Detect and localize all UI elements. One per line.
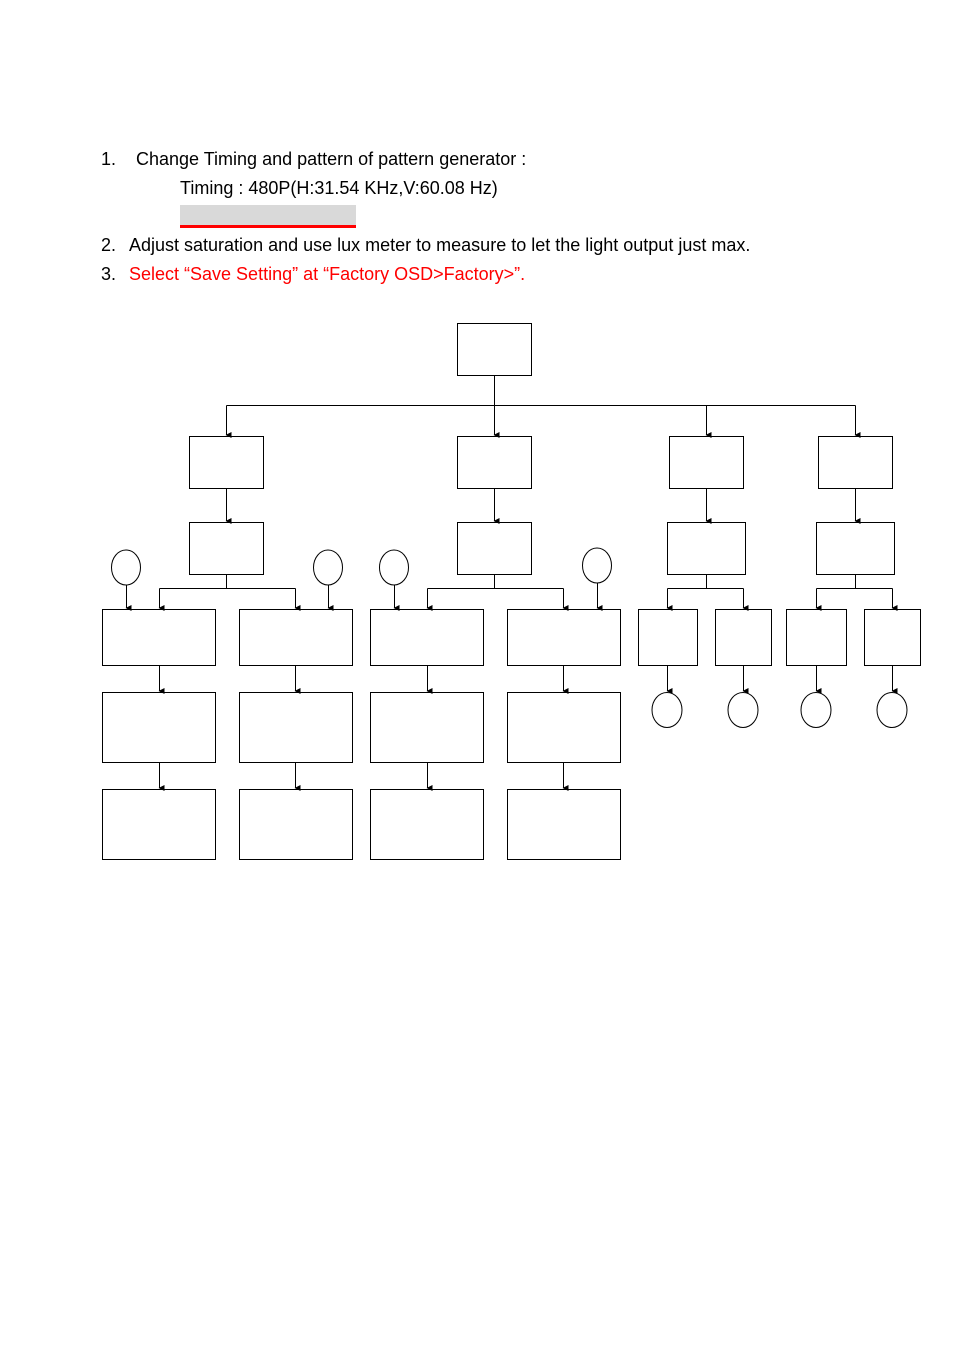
leaf-box-4b <box>508 693 621 763</box>
leaf-box-4c <box>508 790 621 860</box>
step-1-timing: Timing : 480P(H:31.54 KHz,V:60.08 Hz) <box>180 178 498 198</box>
step-1-text: Change Timing and pattern of pattern generator : <box>136 149 527 169</box>
leaf-box-3a <box>371 610 484 666</box>
branch-1-sub-box <box>190 523 264 575</box>
step-2-text: Adjust saturation and use lux meter to measure to let the light output just max. <box>129 235 751 255</box>
output-circle-3 <box>801 693 831 728</box>
branch-3-sub-box <box>668 523 746 575</box>
branch-1-box <box>190 437 264 489</box>
connector-sub-2-split <box>428 575 564 589</box>
input-circle-4 <box>583 548 612 583</box>
output-circle-2 <box>728 693 758 728</box>
narrow-box-2 <box>716 610 772 666</box>
narrow-box-4 <box>865 610 921 666</box>
leaf-box-3c <box>371 790 484 860</box>
output-circle-1 <box>652 693 682 728</box>
input-circle-3 <box>380 550 409 585</box>
input-circle-1 <box>112 550 141 585</box>
branch-4-box <box>819 437 893 489</box>
leaf-box-2a <box>240 610 353 666</box>
branch-4-sub-box <box>817 523 895 575</box>
leaf-box-2c <box>240 790 353 860</box>
leaf-box-1a <box>103 610 216 666</box>
connector-sub-1-split <box>160 575 296 589</box>
output-circle-4 <box>877 693 907 728</box>
root-box <box>458 324 532 376</box>
branch-2-sub-box <box>458 523 532 575</box>
leaf-box-4a <box>508 610 621 666</box>
connector-sub-4-split <box>817 575 893 589</box>
step-1-number: 1. <box>101 149 117 169</box>
branch-2-box <box>458 437 532 489</box>
narrow-box-3 <box>787 610 847 666</box>
step-2-number: 2. <box>101 235 117 255</box>
narrow-box-1 <box>639 610 698 666</box>
connector-sub-3-split <box>668 575 744 589</box>
step-3-number: 3. <box>101 264 117 284</box>
branch-3-box <box>670 437 744 489</box>
input-circle-2 <box>314 550 343 585</box>
leaf-box-1b <box>103 693 216 763</box>
leaf-box-2b <box>240 693 353 763</box>
leaf-box-3b <box>371 693 484 763</box>
leaf-box-1c <box>103 790 216 860</box>
step-3-text: Select “Save Setting” at “Factory OSD>Factory>”. <box>129 264 526 284</box>
